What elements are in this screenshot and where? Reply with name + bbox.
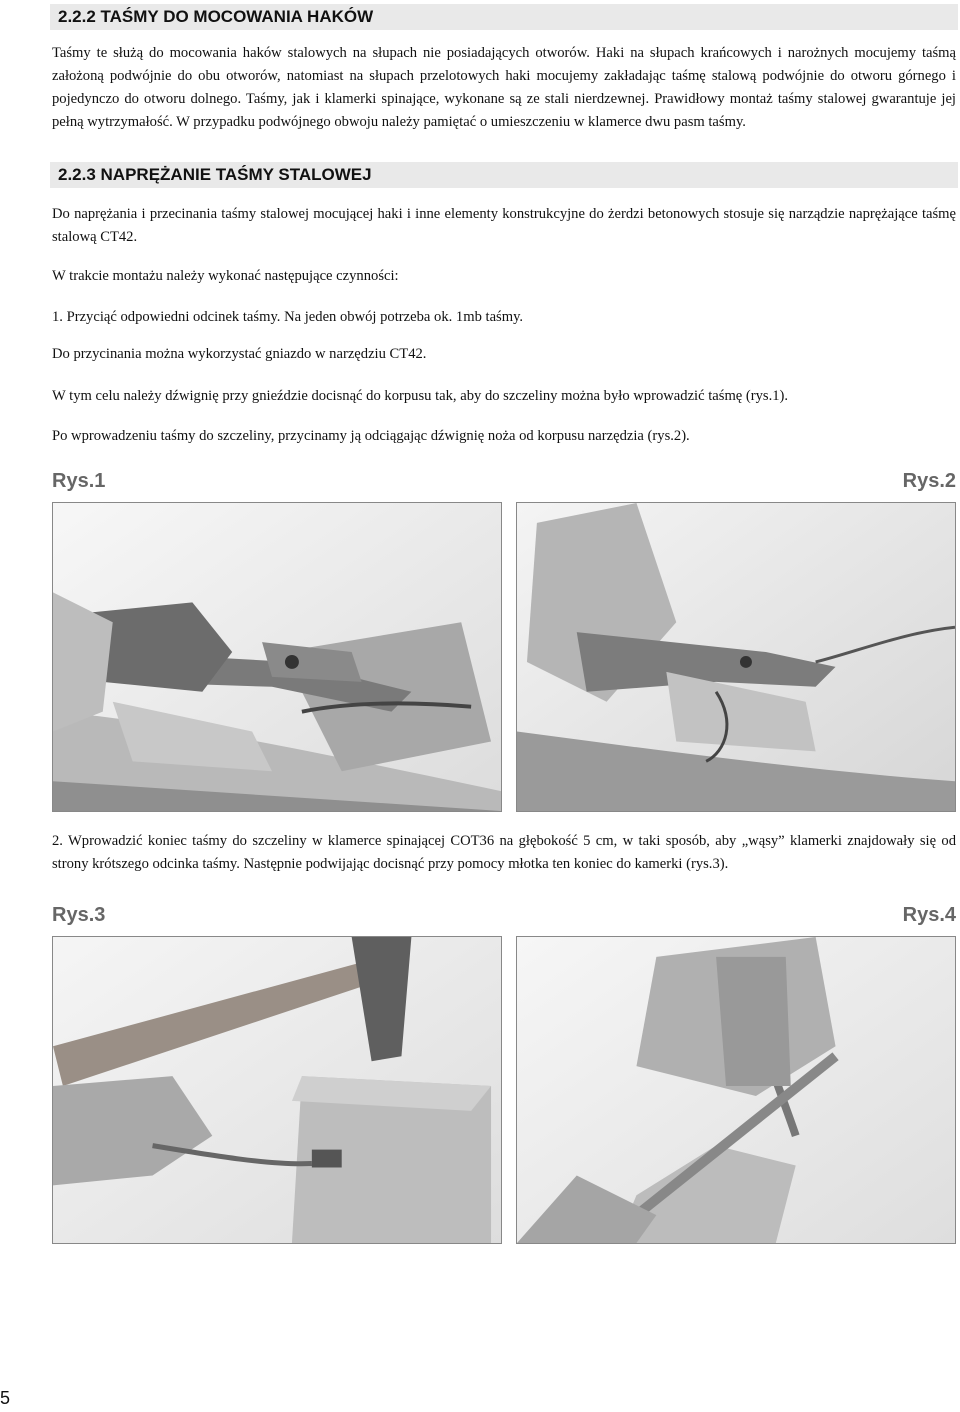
photo-rys1 xyxy=(52,502,502,812)
photo-rys4 xyxy=(516,936,956,1244)
photo-rys2 xyxy=(516,502,956,812)
figure-label-rys4: Rys.4 xyxy=(902,904,956,926)
figure-label-rys2: Rys.2 xyxy=(902,470,956,492)
step-2: 2. Wprowadzić koniec taśmy do szczeliny w klamerce spinającej COT36 na głębokość 5 cm, w taki sposób, aby „wąsy” klamerki znajdowały się od strony krótszego odcinka taśmy. Następnie podwijając docisnąć przy pomocy młotka ten koniec do kamerki (rys.3). xyxy=(52,833,956,872)
section-223-intro: Do naprężania i przecinania taśmy stalowej mocującej haki i inne elementy konstrukcyjne do żerdzi betonowych stosuje się narządzie naprężające taśmę stalową CT42. xyxy=(52,206,956,245)
section-heading-223: 2.2.3 NAPRĘŻANIE TAŚMY STALOWEJ xyxy=(50,162,958,188)
lever-paragraph: W tym celu należy dźwignię przy gnieździe docisnąć do korpusu tak, aby do szczeliny można było wprowadzić taśmę (rys.1). xyxy=(52,388,789,404)
figure-label-rys1: Rys.1 xyxy=(52,470,106,492)
step-1: 1. Przyciąć odpowiedni odcinek taśmy. Na jeden obwój potrzeba ok. 1mb taśmy. xyxy=(52,309,524,325)
section-heading-222: 2.2.2 TAŚMY DO MOCOWANIA HAKÓW xyxy=(50,4,958,30)
figure-label-rys3: Rys.3 xyxy=(52,904,106,926)
photo-rys3 xyxy=(52,936,502,1244)
after-paragraph: Po wprowadzeniu taśmy do szczeliny, przycinamy ją odciągając dźwignię noża od korpusu narzędzia (rys.2). xyxy=(52,428,690,444)
steps-title: W trakcie montażu należy wykonać następujące czynności: xyxy=(52,268,399,284)
section-222-body: Taśmy te służą do mocowania haków stalowych na słupach nie posiadających otworów. Haki na słupach krańcowych i narożnych mocujemy taśmą założoną podwójnie do obu otworów, natomiast na słupach przelotowych haki mocujemy zakładając taśmę stalową podwójnie do otworu górnego i pojedynczo do otworu dolnego. Taśmy, jak i klamerki spinające, wykonane są ze stali nierdzewnej. Prawidłowy montaż taśmy stalowej gwarantuje jej pełną wytrzymałość. W przypadku podwójnego obwoju należy pamiętać o umieszczeniu w klamerce dwu pasm taśmy. xyxy=(52,45,956,130)
page-number: 5 xyxy=(0,1388,11,1408)
cut-paragraph: Do przycinania można wykorzystać gniazdo w narzędziu CT42. xyxy=(52,346,427,362)
